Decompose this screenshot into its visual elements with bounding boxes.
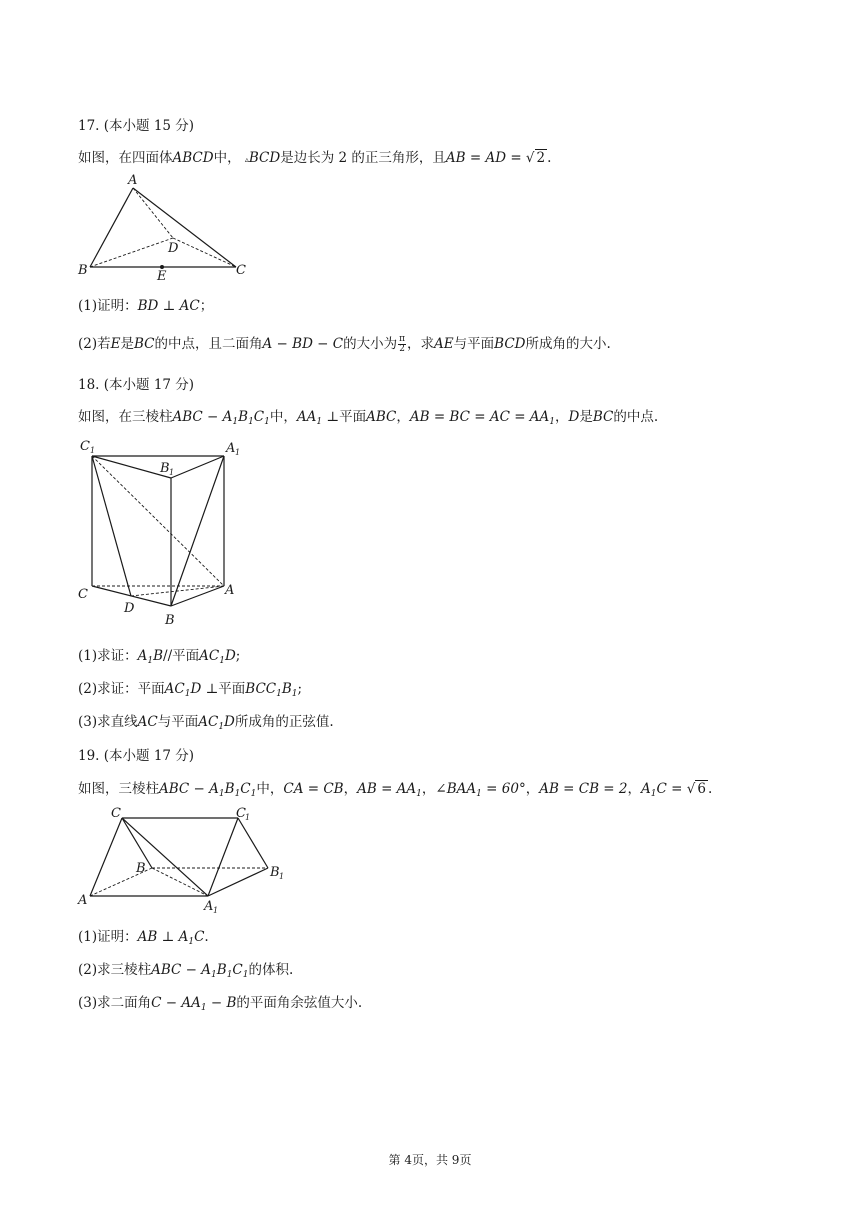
math: − B [206,995,237,1011]
q-text: (3)求二面角 [78,995,152,1011]
subscript: 1 [476,789,482,799]
stem-text: ， [343,781,358,797]
fraction-denominator: 2 [399,344,405,354]
subscript: 1 [416,789,422,799]
math: AA [296,409,317,425]
math: CA = CB [283,781,344,797]
label-A: A [78,893,88,908]
period: . [707,781,713,797]
math: AC [198,714,219,730]
subscript: 1 [248,417,254,427]
q-text: . [204,929,209,945]
stem-text: 中， [256,781,284,797]
label-A1: A [204,899,214,914]
q-text: ⊥平面 [201,681,246,697]
stem-text: ， [421,781,436,797]
problem-17-q2 [78,332,611,354]
math: AB = CB = 2 [539,781,628,797]
math: A [641,781,651,797]
math: AB ⊥ A [137,929,189,945]
q-text: (1)证明： [78,929,138,945]
stem-text: 中， [269,409,297,425]
problem-19-stem [78,777,712,799]
q-text: //平面 [163,648,200,664]
math: C [232,962,243,978]
subscript: 1 [549,417,556,427]
math: AB = AA [357,781,417,797]
problem-17-q1 [78,294,213,314]
q-text: (2)求三棱柱 [78,962,152,978]
problem-19-q1 [78,925,209,947]
sqrt-radicand: 2 [536,150,546,166]
stem-text: ⊥平面 [322,409,367,425]
label-subscript: 1 [235,448,241,457]
math: D [568,409,580,425]
q-text: (1)求证： [78,648,138,664]
label-A: A [128,173,138,188]
label-B1: B [160,461,170,476]
q-text: 平面 [137,681,165,697]
fraction-pi-over-2 [398,335,406,354]
label-A1: A [226,441,236,456]
math: C − AA [151,995,201,1011]
math: B [153,648,164,664]
math: BCD [494,336,526,352]
stem-text: ， [525,781,540,797]
subscript: 1 [184,689,191,699]
math: AE [434,336,454,352]
subscript: 1 [232,417,239,427]
subscript: 1 [316,417,323,427]
label-C: C [111,806,121,821]
label-subscript: 1 [245,813,251,822]
label-B: B [165,613,175,628]
stem-text: 如图，在三棱柱 [78,409,173,425]
q-text: (3)求直线 [78,714,138,730]
label-subscript: 1 [213,906,219,915]
subscript: 1 [264,417,270,427]
math: BC [592,409,614,425]
q-text: (2)若 [78,336,111,352]
math: D [224,648,236,664]
stem-text: ， [555,409,569,425]
math: BC [133,336,155,352]
math: AC [199,648,220,664]
subscript: 1 [188,937,195,947]
math: ABC [366,409,397,425]
subscript: 1 [211,970,217,980]
triangle-symbol: ▵ [244,155,249,164]
math: C [194,929,205,945]
problem-18-q1 [78,644,240,666]
subscript: 1 [200,1003,207,1013]
math: AC [164,681,185,697]
label-C: C [236,263,246,278]
sqrt-sign: √ [525,150,535,166]
label-D: D [168,241,179,256]
q-text: 的大小为 [343,336,398,352]
subscript: 1 [242,970,249,980]
q-text: 的中点，且二面角 [154,336,263,352]
math: B [224,781,235,797]
label-subscript: 1 [90,446,96,455]
q-text: 所成角的大小. [525,336,611,352]
subscript: 1 [234,789,241,799]
problem-19-q3 [78,991,362,1013]
problem-19-q2 [78,958,293,980]
stem-text: 是 [579,409,593,425]
q-text: 与平面 [453,336,495,352]
label-subscript: 1 [169,468,175,477]
math: C [240,781,251,797]
q-text: (1)证明： [78,298,138,314]
label-B: B [78,263,88,278]
math: BD ⊥ AC [137,298,200,314]
stem-text: 如图，在四面体 [78,150,173,166]
q-text: 与平面 [157,714,199,730]
subscript: 1 [650,789,657,799]
label-subscript: 1 [279,872,285,881]
label-C1: C [80,439,90,454]
math: ABC − A [159,781,219,797]
math: AC [137,714,158,730]
q-text: ，求 [407,336,435,352]
label-B1: B [270,865,280,880]
subscript: 1 [250,789,257,799]
q-text: ； [199,298,214,314]
label-E: E [157,269,167,284]
stem-text: 是边长为 2 的正三角形，且 [280,150,446,166]
math: C = [656,781,687,797]
math: A [137,648,148,664]
math: B [281,681,292,697]
subscript: 1 [218,789,225,799]
math: ABCD [172,150,214,166]
stem-text: ， [627,781,642,797]
problem-17-stem [78,146,551,166]
subscript: 1 [276,689,282,699]
subscript: 1 [291,689,298,699]
triangular-prism-figure-19 [76,800,296,920]
subscript: 1 [219,656,225,666]
label-D: D [124,601,135,616]
subscript: 1 [147,656,154,666]
math: AB = AD = [445,150,526,166]
math: A − BD − C [262,336,344,352]
page-footer: 第 4页，共 9页 [388,1153,472,1167]
math: ∠BAA [435,781,477,797]
q-text: 的平面角余弦值大小. [236,995,363,1011]
math: BCD [248,150,281,166]
q-text: ; [297,681,303,697]
stem-text: 中， [213,150,241,166]
q-text: 是 [120,336,134,352]
q-text: (2)求证： [78,681,138,697]
sqrt-sign: √ [686,781,696,797]
math: ABC − A [151,962,212,978]
label-C1: C [236,806,246,821]
q-text: 所成角的正弦值. [234,714,334,730]
math: ABC − A [172,409,233,425]
problem-17-header: 17. (本小题 15 分) [78,118,195,134]
problem-18-q3 [78,710,334,732]
math: C [253,409,265,425]
label-C: C [78,587,88,602]
period: . [547,150,552,166]
label-A: A [225,583,235,598]
problem-18-header: 18. (本小题 17 分) [78,377,195,393]
problem-18-q2 [78,677,302,699]
stem-text: ， [396,409,410,425]
sqrt-radicand: 6 [697,781,706,797]
math: = 60° [481,781,526,797]
problem-19-header: 19. (本小题 17 分) [78,748,195,764]
q-text: ; [235,648,241,664]
q-text: 的体积. [248,962,294,978]
math: AB = BC = AC = AA [409,409,550,425]
fraction-numerator: π [399,334,406,344]
triangular-prism-figure-18 [76,434,256,634]
stem-text: 的中点. [613,409,659,425]
math: D [190,681,202,697]
problem-18-stem [78,405,658,427]
math: BCC [245,681,277,697]
math: B [238,409,249,425]
tetrahedron-figure [78,170,268,285]
math: B [216,962,227,978]
math: D [224,714,235,730]
stem-text: 如图，三棱柱 [78,781,159,797]
subscript: 1 [226,970,233,980]
label-B: B [136,861,146,876]
math: E [110,336,121,352]
subscript: 1 [218,722,225,732]
